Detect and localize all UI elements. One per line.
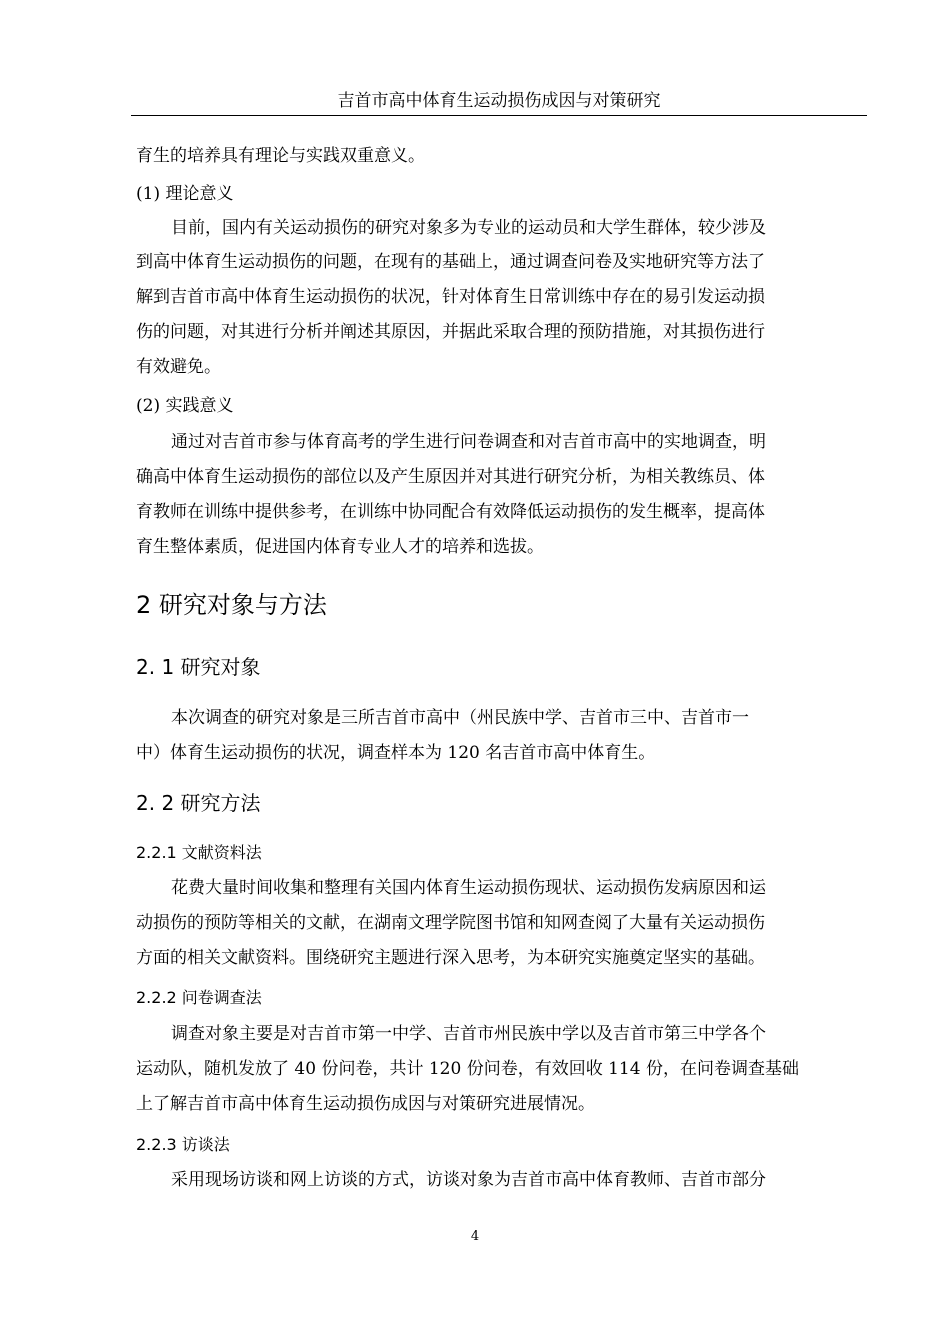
section-2-2-2-line: 上了解吉首市高中体育生运动损伤成因与对策研究进展情况。 <box>136 1094 595 1114</box>
theory-line: 目前，国内有关运动损伤的研究对象多为专业的运动员和大学生群体，较少涉及 <box>171 218 766 238</box>
theory-line: 有效避免。 <box>136 357 221 377</box>
practice-line: 通过对吉首市参与体育高考的学生进行问卷调查和对吉首市高中的实地调查，明 <box>171 432 766 452</box>
theory-label: (1) 理论意义 <box>136 184 234 204</box>
section-2-2-1-line: 动损伤的预防等相关的文献，在湖南文理学院图书馆和知网查阅了大量有关运动损伤 <box>136 913 765 933</box>
header-rule <box>131 115 867 116</box>
intro-tail-line: 育生的培养具有理论与实践双重意义。 <box>136 146 425 166</box>
section-2-2-3-heading: 2.2.3 访谈法 <box>136 1135 230 1154</box>
running-header-title: 吉首市高中体育生运动损伤成因与对策研究 <box>337 91 661 111</box>
practice-line: 育教师在训练中提供参考，在训练中协同配合有效降低运动损伤的发生概率，提高体 <box>136 502 765 522</box>
section-2-2-1-heading: 2.2.1 文献资料法 <box>136 843 262 862</box>
theory-line: 解到吉首市高中体育生运动损伤的状况，针对体育生日常训练中存在的易引发运动损 <box>136 287 765 307</box>
practice-line: 育生整体素质，促进国内体育专业人才的培养和选拔。 <box>136 537 544 557</box>
section-2-2-1-line: 花费大量时间收集和整理有关国内体育生运动损伤现状、运动损伤发病原因和运 <box>171 878 766 898</box>
section-2-2-3-line: 采用现场访谈和网上访谈的方式，访谈对象为吉首市高中体育教师、吉首市部分 <box>171 1170 766 1190</box>
theory-line: 伤的问题，对其进行分析并阐述其原因，并据此采取合理的预防措施，对其损伤进行 <box>136 322 765 342</box>
section-2-heading: 2 研究对象与方法 <box>136 591 327 619</box>
page-number: 4 <box>470 1229 480 1244</box>
section-2-2-1-line: 方面的相关文献资料。围绕研究主题进行深入思考，为本研究实施奠定坚实的基础。 <box>136 948 765 968</box>
practice-line: 确高中体育生运动损伤的部位以及产生原因并对其进行研究分析，为相关教练员、体 <box>136 467 765 487</box>
section-2-2-heading: 2. 2 研究方法 <box>136 791 261 815</box>
section-2-2-2-heading: 2.2.2 问卷调查法 <box>136 988 262 1007</box>
practice-label: (2) 实践意义 <box>136 396 234 416</box>
section-2-1-line: 中）体育生运动损伤的状况，调查样本为 120 名吉首市高中体育生。 <box>136 743 656 763</box>
section-2-2-2-line: 运动队，随机发放了 40 份问卷，共计 120 份问卷，有效回收 114 份，在问卷调查基础 <box>136 1059 799 1079</box>
section-2-1-line: 本次调查的研究对象是三所吉首市高中（州民族中学、吉首市三中、吉首市一 <box>171 708 749 728</box>
section-2-1-heading: 2. 1 研究对象 <box>136 655 261 679</box>
section-2-2-2-line: 调查对象主要是对吉首市第一中学、吉首市州民族中学以及吉首市第三中学各个 <box>171 1024 766 1044</box>
theory-line: 到高中体育生运动损伤的问题，在现有的基础上，通过调查问卷及实地研究等方法了 <box>136 252 765 272</box>
